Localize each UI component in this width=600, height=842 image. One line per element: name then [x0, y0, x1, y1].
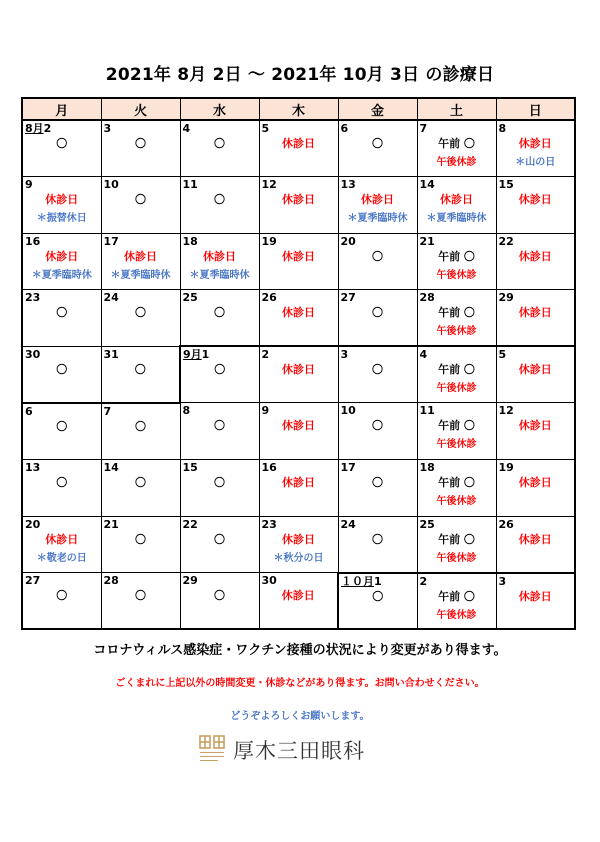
- calendar-day-cell: [259, 460, 338, 517]
- day-status: 〇: [135, 306, 146, 320]
- day-status: 〇: [372, 532, 383, 546]
- day-number: 16: [261, 461, 277, 475]
- day-status: 〇: [214, 306, 225, 320]
- day-number: 27: [340, 291, 356, 305]
- day-status: 〇: [214, 363, 226, 377]
- day-status: 休診日: [203, 249, 236, 263]
- day-number: 8: [498, 122, 507, 135]
- day-status: 〇: [372, 589, 384, 603]
- clinic-logo-mark-icon: [199, 735, 225, 765]
- day-status: 〇: [214, 532, 225, 546]
- day-status: 休診日: [518, 249, 552, 263]
- day-number: 24: [340, 517, 356, 531]
- day-status: 〇: [214, 476, 225, 490]
- calendar-day-cell: [338, 290, 417, 347]
- day-number: 27: [25, 574, 41, 588]
- calendar-day-cell: [417, 233, 496, 290]
- day-note: ＊夏季臨時休: [110, 269, 171, 281]
- calendar-week-row: [22, 516, 575, 573]
- calendar-day-cell: [259, 403, 338, 460]
- day-status: 休診日: [518, 589, 552, 603]
- day-number: 10: [103, 178, 119, 192]
- calendar-day-cell: [417, 120, 496, 177]
- day-number: 3: [103, 122, 112, 135]
- day-number: 12: [498, 404, 514, 418]
- day-status: 休診日: [518, 476, 552, 490]
- day-number: 23: [25, 291, 41, 305]
- day-number: 3: [498, 574, 507, 588]
- calendar-week-row: [22, 573, 575, 630]
- day-number: 31: [103, 347, 119, 361]
- day-status: 休診日: [282, 137, 315, 150]
- day-status: 〇: [135, 137, 146, 150]
- day-note: 午後休診: [436, 609, 477, 621]
- day-status: 午前 〇: [438, 249, 475, 263]
- calendar-day-cell: [22, 516, 101, 573]
- day-status: 午前 〇: [438, 532, 475, 546]
- day-number: 18: [419, 461, 435, 475]
- day-number: 30: [25, 347, 41, 361]
- clinic-calendar: [21, 97, 576, 630]
- day-status: 〇: [214, 137, 225, 150]
- day-status: 休診日: [282, 532, 315, 546]
- calendar-day-cell: [338, 403, 417, 460]
- calendar-day-cell: [180, 290, 259, 347]
- day-number: 25: [182, 291, 198, 305]
- day-number: 26: [261, 291, 277, 305]
- day-status: 休診日: [518, 363, 552, 377]
- day-status: 午前 〇: [438, 589, 475, 603]
- day-note: ＊秋分の日: [273, 552, 324, 564]
- day-number: 17: [103, 234, 119, 248]
- day-number: 17: [340, 461, 356, 475]
- calendar-day-cell: [417, 403, 496, 460]
- day-status: 〇: [135, 419, 146, 433]
- calendar-day-cell: [417, 516, 496, 573]
- weekday-header: 金: [338, 98, 417, 120]
- day-number: 11: [182, 178, 198, 192]
- clinic-name: 厚木三田眼科: [233, 739, 365, 763]
- day-note: ＊山の日: [515, 157, 556, 168]
- weekday-header: 日: [496, 98, 575, 120]
- day-number: 23: [261, 517, 277, 531]
- day-number: [341, 575, 382, 588]
- day-status: 〇: [56, 476, 68, 490]
- day-number: 16: [25, 234, 41, 248]
- day-note: ＊夏季臨時休: [426, 213, 487, 225]
- day-status: 〇: [372, 476, 383, 490]
- calendar-day-cell: [259, 177, 338, 234]
- calendar-day-cell: [101, 233, 180, 290]
- day-status: 休診日: [518, 532, 552, 546]
- day-status: 休診日: [45, 193, 79, 207]
- day-number: 28: [103, 574, 119, 588]
- notice-covid: コロナウィルス感染症・ワクチン接種の状況により変更があり得ます。: [93, 643, 507, 658]
- day-number: 13: [25, 461, 41, 475]
- day-note: ＊振替休日: [36, 213, 87, 225]
- calendar-day-cell: [22, 120, 101, 177]
- day-status: 午前 〇: [438, 306, 475, 320]
- day-status: 〇: [214, 193, 225, 207]
- day-status: 午前 〇: [438, 476, 475, 490]
- day-number: 8: [182, 404, 191, 418]
- calendar-week-row: [22, 290, 575, 347]
- calendar-week-row: [22, 120, 575, 177]
- calendar-day-cell: [496, 460, 575, 517]
- day-status: 休診日: [282, 476, 315, 490]
- day-status: 〇: [56, 137, 68, 150]
- day-number: 12: [261, 178, 277, 192]
- calendar-day-cell: [101, 177, 180, 234]
- day-number: 14: [419, 178, 435, 192]
- calendar-day-cell: [338, 573, 417, 630]
- day-status: 休診日: [282, 249, 315, 263]
- day-number: 26: [498, 517, 514, 531]
- calendar-day-cell: [417, 290, 496, 347]
- day-number: 9: [261, 404, 270, 418]
- day-number: 19: [498, 461, 514, 475]
- calendar-day-cell: [417, 460, 496, 517]
- calendar-day-cell: [259, 346, 338, 403]
- calendar-day-cell: [338, 346, 417, 403]
- day-status: 休診日: [361, 193, 394, 207]
- calendar-day-cell: [496, 290, 575, 347]
- calendar-day-cell: [496, 177, 575, 234]
- calendar-day-cell: [22, 290, 101, 347]
- day-number: 21: [103, 517, 119, 531]
- day-number: 22: [498, 234, 514, 248]
- weekday-header: 火: [101, 98, 180, 120]
- day-status: 休診日: [281, 589, 315, 603]
- day-note: ＊夏季臨時休: [347, 213, 408, 225]
- weekday-header: 水: [180, 98, 259, 120]
- calendar-day-cell: [496, 120, 575, 177]
- calendar-day-cell: [22, 177, 101, 234]
- calendar-day-cell: [417, 346, 496, 403]
- calendar-day-cell: [259, 233, 338, 290]
- day-number: 14: [103, 461, 119, 475]
- day-number: 29: [498, 291, 514, 305]
- day-number: 2: [419, 574, 428, 588]
- weekday-header-row: [22, 98, 575, 120]
- day-number: 4: [182, 122, 191, 135]
- day-note: ＊敬老の日: [36, 552, 87, 564]
- day-status: 休診日: [518, 137, 552, 150]
- calendar-week-row: [22, 233, 575, 290]
- calendar-week-row: [22, 346, 575, 403]
- day-number: 20: [340, 234, 356, 248]
- day-note: ＊夏季臨時休: [31, 269, 92, 281]
- calendar-day-cell: [417, 573, 496, 630]
- day-number: 6: [340, 122, 349, 135]
- day-number: 3: [340, 348, 349, 362]
- calendar-day-cell: [22, 573, 101, 630]
- day-note: 午後休診: [436, 326, 477, 338]
- calendar-day-cell: [338, 460, 417, 517]
- weekday-header: 木: [259, 98, 338, 120]
- calendar-day-cell: [22, 233, 101, 290]
- calendar-day-cell: [22, 346, 101, 403]
- calendar-day-cell: [259, 290, 338, 347]
- calendar-week-row: [22, 177, 575, 234]
- calendar-day-cell: [101, 516, 180, 573]
- day-number: 5: [261, 122, 270, 135]
- day-number: 24: [103, 291, 119, 305]
- day-status: 〇: [214, 589, 225, 603]
- day-number: 19: [261, 234, 277, 248]
- day-number: 25: [419, 517, 435, 531]
- calendar-week-row: [22, 460, 575, 517]
- day-number-value: 1: [374, 574, 382, 588]
- day-number: [25, 122, 51, 135]
- calendar-day-cell: [180, 120, 259, 177]
- day-status: 〇: [135, 476, 146, 490]
- day-note: 午後休診: [436, 439, 477, 451]
- day-number-value: 2: [43, 122, 52, 135]
- day-status: 〇: [214, 419, 225, 433]
- calendar-day-cell: [496, 516, 575, 573]
- day-status: 〇: [372, 137, 383, 150]
- day-status: 休診日: [282, 306, 315, 320]
- calendar-day-cell: [417, 177, 496, 234]
- day-status: 休診日: [282, 363, 315, 377]
- notice-greeting: どうぞよろしくお願いします。: [230, 711, 370, 722]
- calendar-day-cell: [180, 233, 259, 290]
- day-status: 休診日: [282, 193, 315, 207]
- day-number: 9: [25, 178, 33, 192]
- calendar-day-cell: [496, 233, 575, 290]
- day-status: 〇: [56, 589, 68, 603]
- day-note: 午後休診: [436, 496, 477, 508]
- day-status: 休診日: [440, 193, 473, 207]
- day-status: 午前 〇: [438, 419, 475, 433]
- day-status: 〇: [372, 249, 383, 263]
- calendar-week-row: [22, 403, 575, 460]
- calendar-day-cell: [180, 177, 259, 234]
- day-note: 午後休診: [436, 269, 477, 281]
- calendar-day-cell: [496, 346, 575, 403]
- day-status: 休診日: [45, 532, 79, 546]
- calendar-day-cell: [101, 403, 180, 460]
- page-title: 2021年 8月 2日 ～ 2021年 10月 3日 の診療日: [105, 65, 495, 85]
- day-number: 6: [25, 404, 33, 418]
- calendar-day-cell: [180, 573, 259, 630]
- calendar-day-cell: [338, 120, 417, 177]
- day-status: 休診日: [282, 419, 315, 433]
- day-number: 30: [261, 574, 277, 588]
- calendar-day-cell: [101, 346, 180, 403]
- day-status: 〇: [372, 363, 383, 377]
- month-label: 8月: [25, 122, 44, 135]
- day-note: 午後休診: [436, 383, 477, 395]
- day-number: 29: [182, 574, 198, 588]
- calendar-day-cell: [338, 177, 417, 234]
- day-status: 〇: [372, 306, 383, 320]
- calendar-day-cell: [496, 573, 575, 630]
- day-status: 午前 〇: [438, 137, 475, 150]
- calendar-day-cell: [101, 120, 180, 177]
- day-number-value: 1: [201, 348, 210, 362]
- day-number: 22: [182, 517, 198, 531]
- day-number: 18: [182, 234, 198, 248]
- day-number: 7: [103, 404, 112, 418]
- day-number: 21: [419, 234, 435, 248]
- day-number: 15: [182, 461, 198, 475]
- calendar-day-cell: [101, 460, 180, 517]
- day-status: 〇: [56, 419, 68, 433]
- calendar-day-cell: [180, 403, 259, 460]
- day-status: 〇: [135, 589, 146, 603]
- day-status: 休診日: [518, 306, 552, 320]
- calendar-day-cell: [496, 403, 575, 460]
- calendar-day-cell: [22, 403, 101, 460]
- day-number: 10: [340, 404, 356, 418]
- day-number: 2: [261, 348, 270, 362]
- calendar-day-cell: [180, 346, 259, 403]
- day-number: 7: [419, 122, 428, 135]
- day-number: 15: [498, 178, 514, 192]
- day-number: 5: [498, 348, 507, 362]
- day-number: 11: [419, 404, 435, 418]
- day-status: 〇: [372, 419, 383, 433]
- day-number: 4: [419, 348, 428, 362]
- calendar-day-cell: [101, 573, 180, 630]
- clinic-logo: [199, 735, 365, 765]
- day-status: 休診日: [124, 249, 157, 263]
- day-status: 〇: [56, 362, 68, 376]
- day-status: 休診日: [518, 419, 552, 433]
- day-number: 13: [340, 178, 356, 192]
- month-label: 9月: [183, 348, 202, 362]
- calendar-day-cell: [259, 573, 338, 630]
- day-number: 28: [419, 291, 435, 305]
- day-number: 20: [25, 517, 41, 531]
- day-note: ＊夏季臨時休: [189, 269, 250, 281]
- calendar-day-cell: [259, 516, 338, 573]
- day-status: 〇: [134, 362, 146, 376]
- day-status: 〇: [135, 193, 146, 207]
- day-status: 〇: [135, 532, 146, 546]
- day-status: 午前 〇: [438, 363, 475, 377]
- calendar-day-cell: [180, 460, 259, 517]
- weekday-header: 月: [22, 98, 101, 120]
- day-note: 午後休診: [436, 552, 477, 564]
- calendar-day-cell: [180, 516, 259, 573]
- calendar-day-cell: [338, 233, 417, 290]
- calendar-day-cell: [259, 120, 338, 177]
- notice-schedule-change: ごくまれに上記以外の時間変更・休診などがあり得ます。お問い合わせください。: [115, 678, 485, 689]
- weekday-header: 土: [417, 98, 496, 120]
- day-status: 休診日: [518, 193, 552, 207]
- day-number: [183, 348, 209, 361]
- calendar-day-cell: [22, 460, 101, 517]
- day-status: 休診日: [45, 249, 79, 263]
- calendar-day-cell: [338, 516, 417, 573]
- day-status: 〇: [56, 306, 68, 320]
- month-label: １０月: [341, 574, 374, 588]
- calendar-day-cell: [101, 290, 180, 347]
- day-note: 午後休診: [436, 157, 477, 168]
